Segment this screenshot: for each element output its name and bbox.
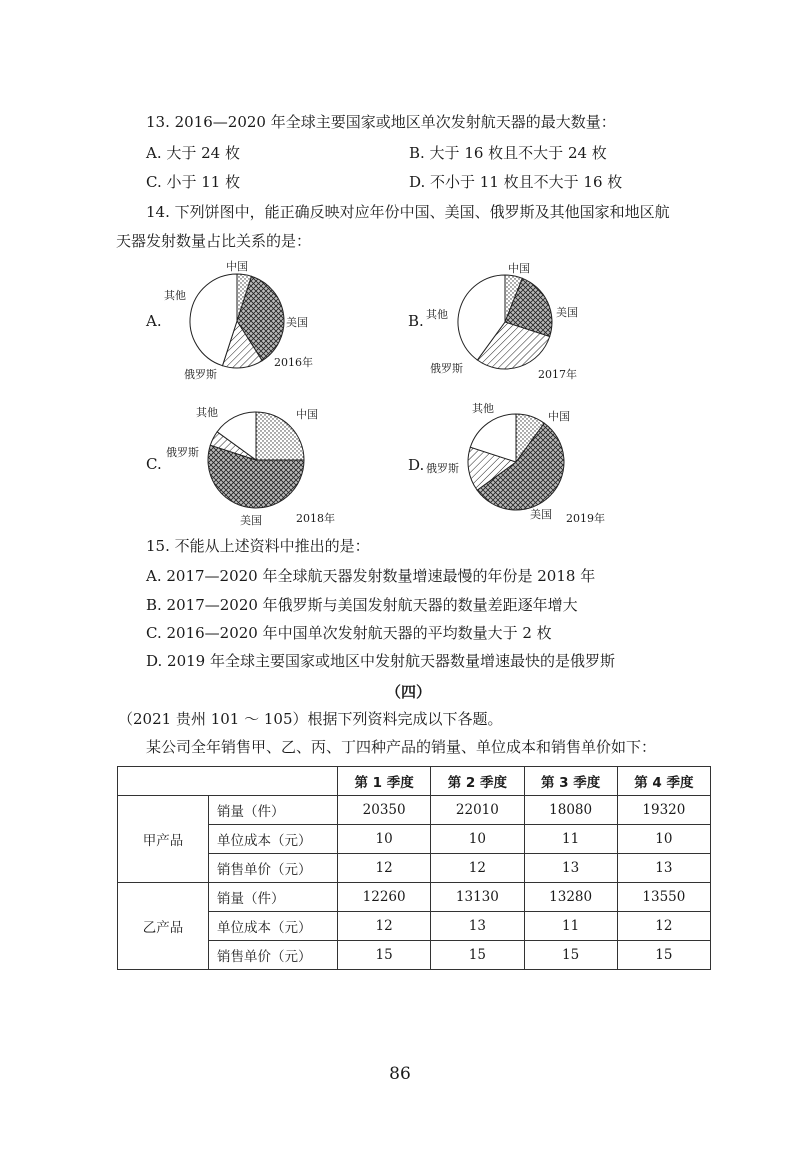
q15-option-d: D. 2019 年全球主要国家或地区中发射航天器数量增速最快的是俄罗斯 <box>146 652 615 670</box>
table-row <box>118 796 711 825</box>
pie-label-usa: 美国 <box>240 514 262 527</box>
table-group-label: 乙产品 <box>118 883 209 970</box>
table-cell: 12 <box>617 912 710 941</box>
pie-label-russia: 俄罗斯 <box>184 368 217 381</box>
pie-label-russia: 俄罗斯 <box>166 446 199 459</box>
pie-letter: A. <box>146 312 162 330</box>
pie-label-other: 其他 <box>472 402 494 415</box>
table-header-q4: 第 4 季度 <box>617 767 710 796</box>
sales-table <box>117 766 711 970</box>
table-header-row <box>118 767 711 796</box>
table-cell: 15 <box>524 941 617 970</box>
pie-letter: D. <box>408 456 425 474</box>
table-cell: 13 <box>431 912 524 941</box>
pie-year: 2019年 <box>566 512 605 525</box>
section-source: （2021 贵州 101 ～ 105）根据下列资料完成以下各题。 <box>118 710 503 728</box>
table-cell: 10 <box>338 825 431 854</box>
pie-label-usa: 美国 <box>556 306 578 319</box>
table-cell: 13550 <box>617 883 710 912</box>
table-cell: 12260 <box>338 883 431 912</box>
pie-label-other: 其他 <box>196 406 218 419</box>
table-row-label: 单位成本（元） <box>209 825 338 854</box>
table-header-q2: 第 2 季度 <box>431 767 524 796</box>
table-cell: 13 <box>617 854 710 883</box>
pie-option-a <box>146 256 376 386</box>
table-cell: 19320 <box>617 796 710 825</box>
q15-option-b: B. 2017—2020 年俄罗斯与美国发射航天器的数量差距逐年增大 <box>146 596 578 614</box>
table-cell: 11 <box>524 912 617 941</box>
table-group-label: 甲产品 <box>118 796 209 883</box>
pie-option-b <box>408 260 638 390</box>
table-row-label: 销量（件） <box>209 796 338 825</box>
table-cell: 10 <box>617 825 710 854</box>
section-intro: 某公司全年销售甲、乙、丙、丁四种产品的销量、单位成本和销售单价如下： <box>146 738 657 756</box>
pie-year: 2016年 <box>274 356 313 369</box>
table-header-corner <box>118 767 338 796</box>
pie-label-usa: 美国 <box>286 316 308 329</box>
pie-label-russia: 俄罗斯 <box>430 362 463 375</box>
pie-letter: B. <box>408 312 424 330</box>
pie-label-usa: 美国 <box>530 508 552 521</box>
q13-option-b: B. 大于 16 枚且不大于 24 枚 <box>409 144 607 162</box>
pie-label-china: 中国 <box>296 408 318 421</box>
table-cell: 13 <box>524 854 617 883</box>
q14-stem-line2: 天器发射数量占比关系的是： <box>116 232 312 250</box>
pie-label-russia: 俄罗斯 <box>426 462 459 475</box>
pie-label-other: 其他 <box>426 308 448 321</box>
q13-stem: 13. 2016—2020 年全球主要国家或地区单次发射航天器的最大数量： <box>146 113 616 131</box>
q13-option-a: A. 大于 24 枚 <box>146 144 240 162</box>
table-row-label: 销售单价（元） <box>209 854 338 883</box>
table-cell: 13280 <box>524 883 617 912</box>
q13-option-c: C. 小于 11 枚 <box>146 173 241 191</box>
pie-year: 2017年 <box>538 368 577 381</box>
table-cell: 18080 <box>524 796 617 825</box>
table-cell: 15 <box>617 941 710 970</box>
q14-stem-line1: 14. 下列饼图中，能正确反映对应年份中国、美国、俄罗斯及其他国家和地区航 <box>146 203 670 221</box>
table-header-q3: 第 3 季度 <box>524 767 617 796</box>
q15-option-a: A. 2017—2020 年全球航天器发射数量增速最慢的年份是 2018 年 <box>146 567 596 585</box>
table-cell: 22010 <box>431 796 524 825</box>
pie-label-china: 中国 <box>508 262 530 275</box>
table-row-label: 单位成本（元） <box>209 912 338 941</box>
table-cell: 12 <box>338 912 431 941</box>
table-cell: 13130 <box>431 883 524 912</box>
table-cell: 12 <box>338 854 431 883</box>
table-cell: 11 <box>524 825 617 854</box>
table-row <box>118 883 711 912</box>
q15-option-c: C. 2016—2020 年中国单次发射航天器的平均数量大于 2 枚 <box>146 624 552 642</box>
pie-label-china: 中国 <box>226 260 248 273</box>
q15-stem: 15. 不能从上述资料中推出的是： <box>146 537 370 555</box>
table-header-q1: 第 1 季度 <box>338 767 431 796</box>
table-row-label: 销量（件） <box>209 883 338 912</box>
pie-option-d <box>408 400 638 530</box>
table-cell: 20350 <box>338 796 431 825</box>
table-cell: 15 <box>338 941 431 970</box>
table-cell: 12 <box>431 854 524 883</box>
table-cell: 15 <box>431 941 524 970</box>
pie-label-china: 中国 <box>548 410 570 423</box>
pie-year: 2018年 <box>296 512 335 525</box>
table-cell: 10 <box>431 825 524 854</box>
pie-label-other: 其他 <box>164 289 186 302</box>
section-title: （四） <box>386 683 432 701</box>
pie-option-c <box>146 400 376 530</box>
q13-option-d: D. 不小于 11 枚且不大于 16 枚 <box>409 173 623 191</box>
pie-chart-2016 <box>146 256 376 386</box>
page-number: 86 <box>389 1064 411 1084</box>
pie-letter: C. <box>146 455 162 473</box>
pie-chart-2018 <box>146 400 376 530</box>
table-row-label: 销售单价（元） <box>209 941 338 970</box>
